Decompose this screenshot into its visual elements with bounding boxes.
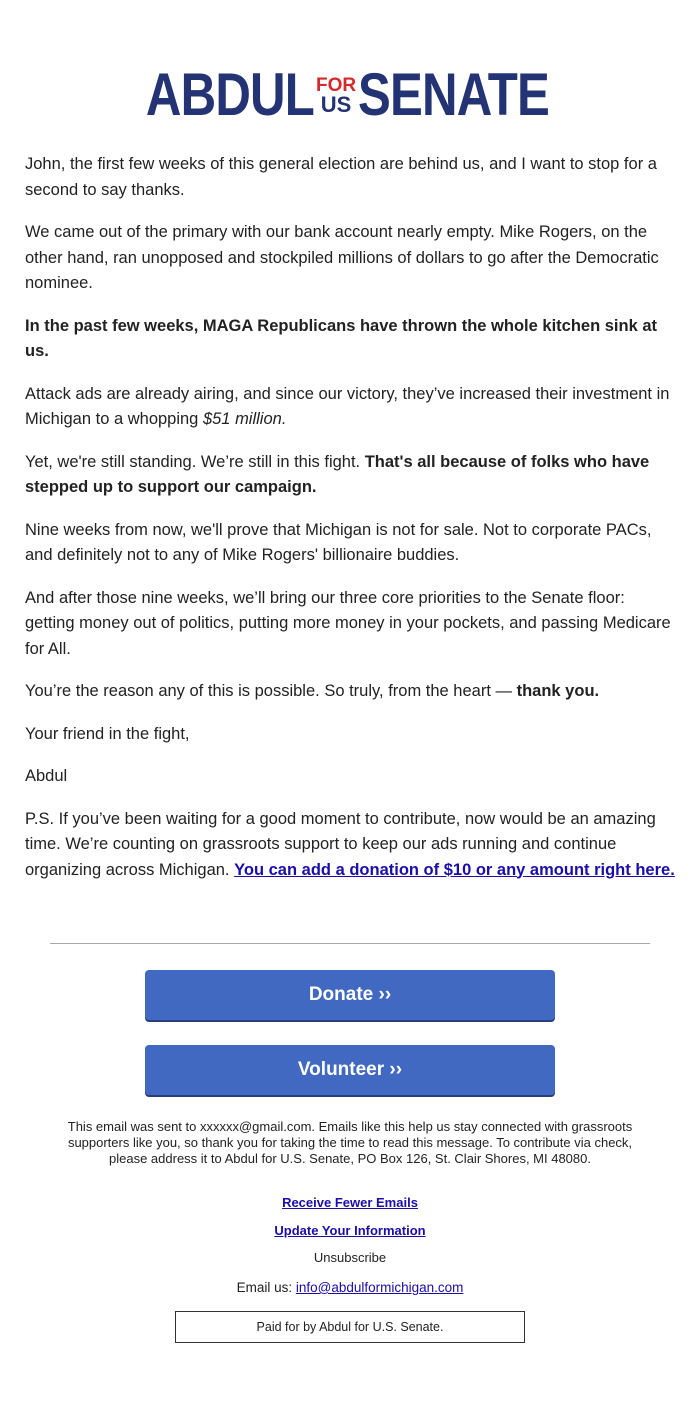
footer-email-row	[50, 1280, 650, 1296]
still-standing-text: Yet, we're still standing. We’re still in this fight.	[25, 452, 365, 471]
campaign-logo	[0, 61, 700, 128]
footer-update-info-row	[50, 1223, 650, 1239]
email-body	[25, 152, 677, 900]
unsubscribe-link[interactable]: Unsubscribe	[313, 1250, 387, 1265]
logo-word-us: US	[320, 92, 352, 117]
thank-you-text: You’re the reason any of this is possible. So truly, from the heart —	[25, 682, 517, 700]
update-information-link[interactable]: Update Your Information	[274, 1223, 426, 1238]
logo-word-senate: SENATE	[358, 61, 550, 128]
paragraph-signature: Abdul	[25, 767, 68, 785]
footer-note: This email was sent to xxxxxx@gmail.com. Emails like this help us stay connected with grassroots supporters like you, so thank you for taking the time to read this message. To contribute via check, please address it to Abdul for U.S. Senate, PO Box 126, St. Clair Shores, MI 48080.	[67, 1119, 633, 1166]
paid-for-disclaimer: Paid for by Abdul for U.S. Senate.	[175, 1311, 525, 1343]
logo-word-abdul: ABDUL	[145, 61, 314, 128]
logo-word-for: FOR	[315, 75, 357, 96]
still-standing-bold: That's all because of folks who have stepped up to support our campaign.	[25, 452, 650, 496]
paragraph-thank-you	[25, 679, 677, 705]
receive-fewer-emails-link[interactable]: Receive Fewer Emails	[282, 1195, 418, 1210]
paragraph-still-standing	[25, 450, 677, 501]
donate-button[interactable]: Donate ››	[145, 970, 555, 1020]
paragraph-signoff: Your friend in the fight,	[25, 724, 190, 743]
attack-ads-amount: $51 million.	[202, 410, 287, 428]
thank-you-bold: thank you.	[516, 682, 600, 700]
donation-link[interactable]: You can add a donation of $10 or any amount right here.	[234, 860, 675, 879]
divider	[50, 943, 650, 944]
paragraph-priorities: And after those nine weeks, we’ll bring our three core priorities to the Senate floor: getting money out of politics, putting more money in your pockets, and passing Medicare for All.	[25, 588, 671, 658]
paragraph-maga	[25, 314, 677, 365]
volunteer-button[interactable]: Volunteer ››	[145, 1045, 555, 1095]
paragraph-attack-ads	[25, 382, 677, 433]
email-address-link[interactable]: info@abdulformichigan.com	[295, 1280, 464, 1295]
footer-fewer-emails-row	[50, 1195, 650, 1211]
ps-text: P.S. If you’ve been waiting for a good moment to contribute, now would be an amazing time. We’re counting on grassroots support to keep our ads running and continue organizing across Michigan.	[25, 809, 656, 879]
email-us-label: Email us:	[236, 1280, 296, 1295]
paragraph-maga-bold: In the past few weeks, MAGA Republicans have thrown the whole kitchen sink at us.	[25, 316, 658, 360]
logo-for-us	[315, 75, 357, 117]
paragraph-greeting: John, the first few weeks of this general election are behind us, and I want to stop for a second to say thanks.	[25, 155, 657, 199]
paragraph-nine-weeks: Nine weeks from now, we'll prove that Michigan is not for sale. Not to corporate PACs, and definitely not to any of Mike Rogers' billionaire buddies.	[25, 520, 652, 564]
paragraph-ps	[25, 807, 677, 884]
attack-ads-text: Attack ads are already airing, and since our victory, they’ve increased their investment in Michigan to a whopping	[25, 384, 670, 428]
paragraph-primary: We came out of the primary with our bank account nearly empty. Mike Rogers, on the other hand, ran unopposed and stockpiled millions of dollars to go after the Democratic nominee.	[25, 223, 659, 292]
